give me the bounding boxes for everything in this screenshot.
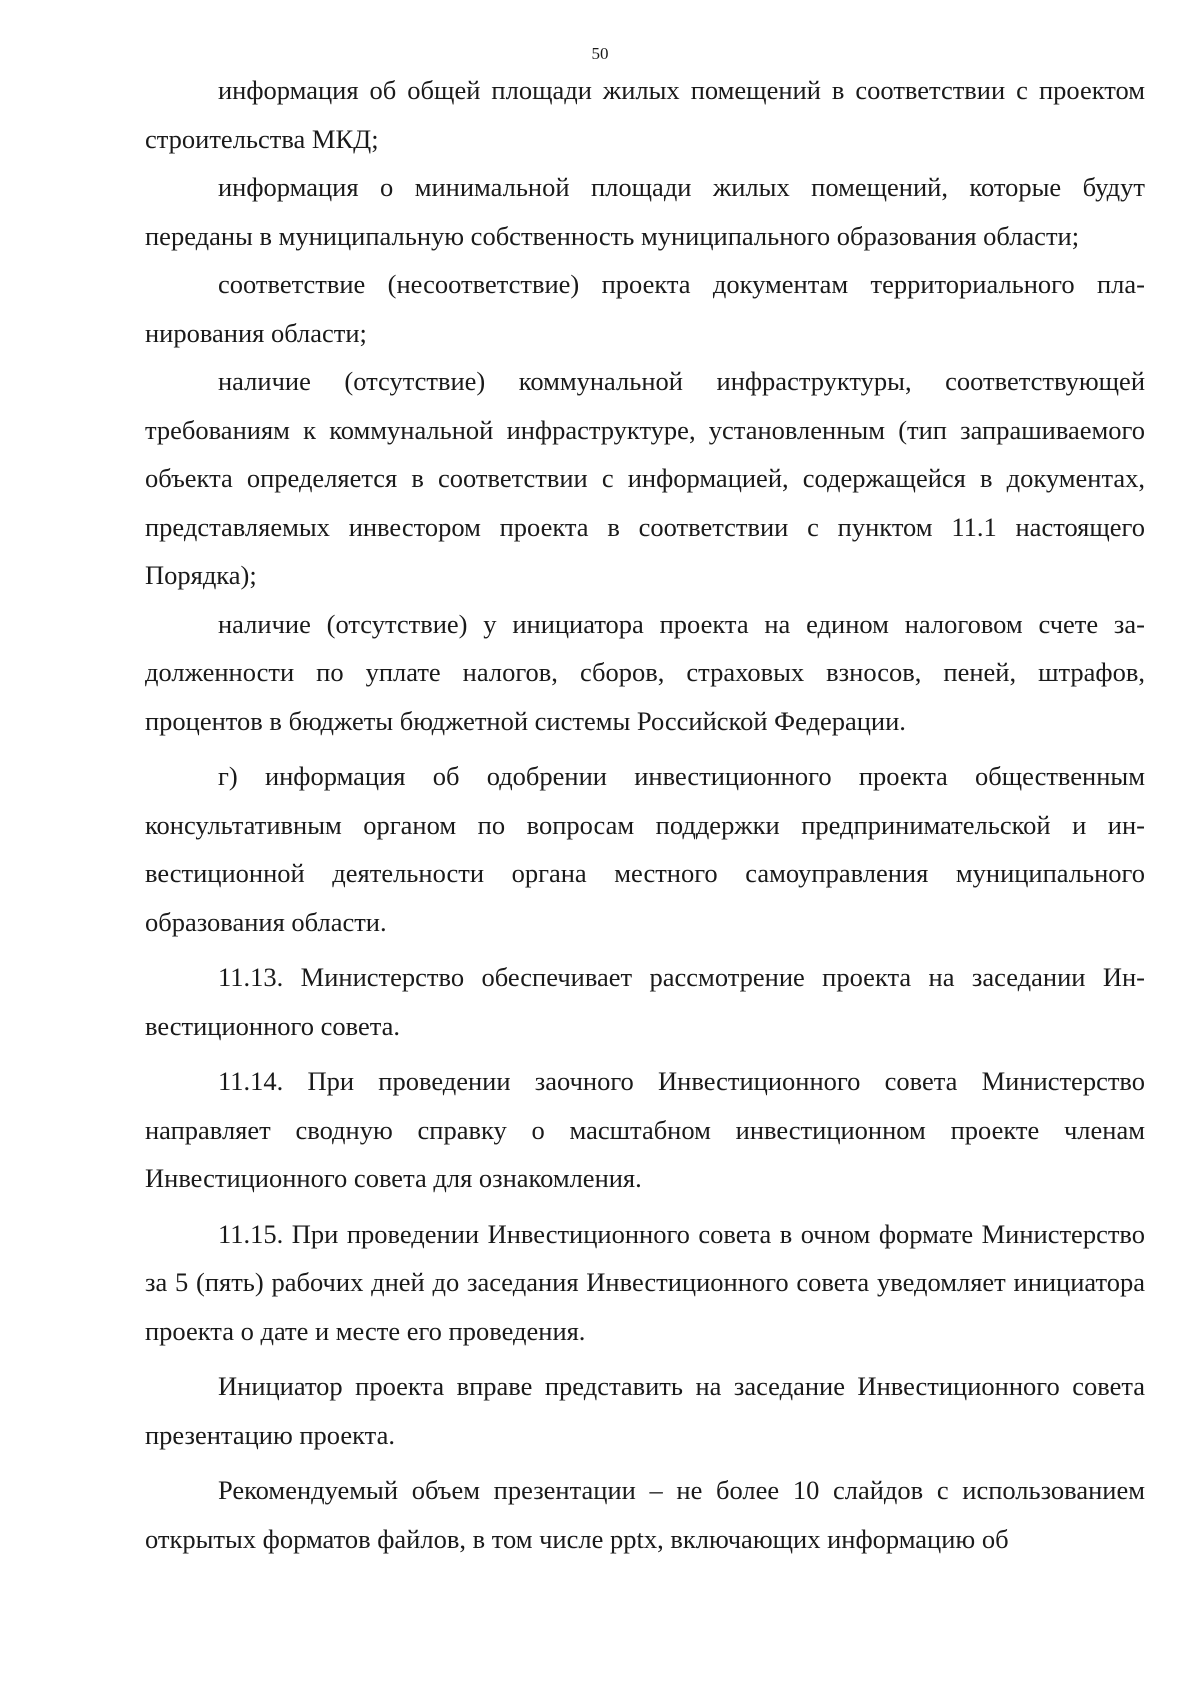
paragraph-planning-compliance: соответствие (несоответствие) проекта документам территориального планирования области; [145, 269, 1145, 348]
paragraph-11-14: 11.14. При проведении заочного Инвестиционного совета Министерство направляет сводную справку о масштабном инвестиционном проекте членам Инвестиционного совета для ознакомления. [145, 1066, 1145, 1193]
paragraph-presentation-right: Инициатор проекта вправе представить на заседание Инвестиционного совета презентацию проекта. [145, 1371, 1145, 1450]
paragraph-11-15: 11.15. При проведении Инвестиционного совета в очном формате Министерство за 5 (пять) рабочих дней до заседания Инвестиционного совета уведомляет инициатора проекта о дате и месте его проведения. [145, 1218, 1145, 1346]
document-body [145, 66, 1145, 1563]
paragraph-utility-infrastructure: наличие (отсутствие) коммунальной инфраструктуры, соответствующей требованиям к коммунальной инфраструктуре, установленным (тип запрашиваемого объекта определяется в соответствии с информацией, содержащейся в документах, представляемых инвестором проекта в соответствии с пунктом 11.1 настоящего Порядка); [145, 366, 1145, 590]
paragraph-item-g: г) информация об одобрении инвестиционного проекта общественным консультативным органом по вопросам поддержки предпринимательской и инвестиционной деятельности органа местного самоуправления муниципального образования области. [145, 761, 1145, 937]
paragraph-presentation-volume: Рекомендуемый объем презентации – не более 10 слайдов с использованием открытых форматов файлов, в том числе pptx, включающих информацию об [145, 1475, 1145, 1554]
paragraph-minimal-area: информация о минимальной площади жилых помещений, которые будут переданы в муниципальную собственность муниципального образования области; [145, 172, 1145, 251]
paragraph-11-13: 11.13. Министерство обеспечивает рассмотрение проекта на заседании Инвестиционного совета. [145, 962, 1145, 1041]
page-number: 50 [591, 44, 609, 63]
paragraph-total-area: информация об общей площади жилых помещений в соответствии с проектом строительства МКД; [145, 75, 1145, 154]
paragraph-tax-debt: наличие (отсутствие) у инициатора проекта на едином налоговом счете задолженности по уплате налогов, сборов, страховых взносов, пеней, штрафов, процентов в бюджеты бюджетной системы Российской Федерации. [145, 608, 1145, 736]
